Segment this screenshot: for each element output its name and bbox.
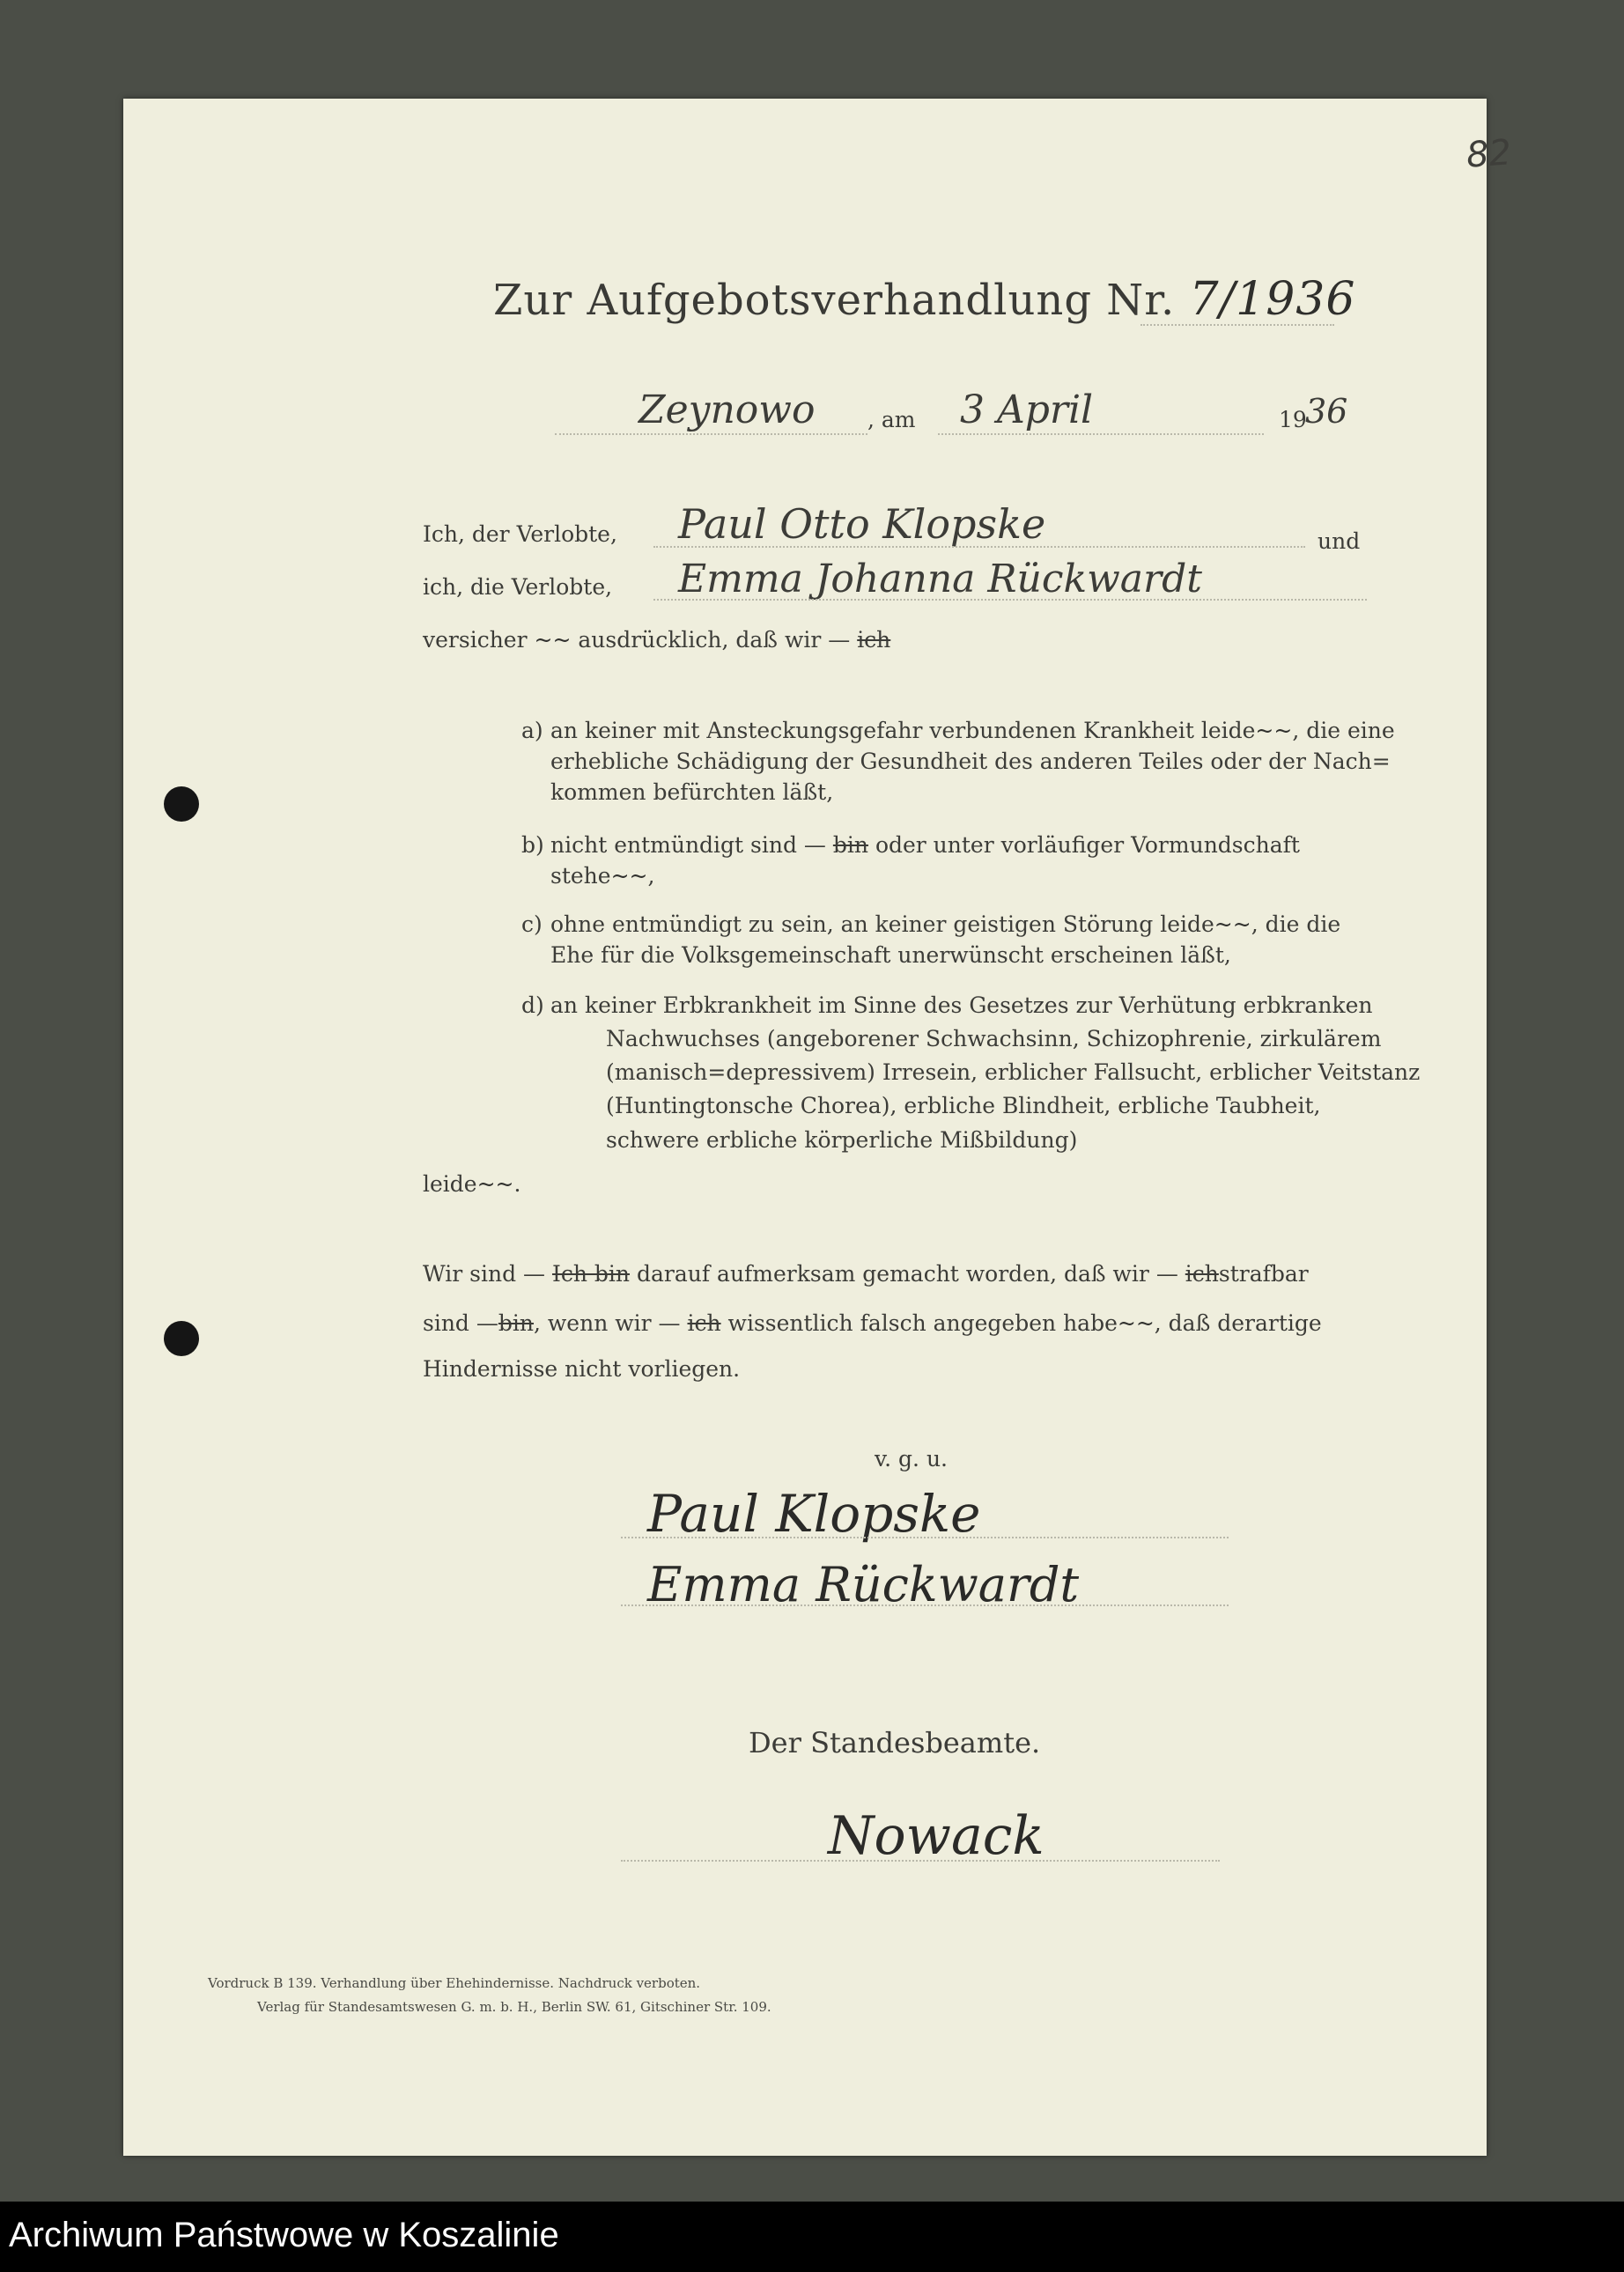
groom-label: Ich, der Verlobte, [423,521,617,547]
groom-signature-line [621,1537,1229,1538]
bride-name: Emma Johanna Rückwardt [678,557,1202,601]
leide-end: . [513,1171,521,1197]
punch-hole-bottom [164,1321,199,1356]
item-d-line5: schwere erbliche körperliche Mißbildung) [606,1127,1078,1153]
title-prefix: Zur Aufgebotsverhandlung Nr. [493,276,1176,325]
date-line [938,433,1264,435]
groom-line [653,546,1305,548]
item-c-line2: Ehe für die Volksgemeinschaft unerwünscht erscheinen läßt, [550,942,1231,968]
warning-l1-struck: Ich bin [551,1261,631,1287]
declaration-line [423,627,890,653]
archive-caption: Archiwum Państwowe w Koszalinie [9,2216,559,2254]
item-c-struck: ~~ [1214,911,1251,937]
item-a-line3: kommen befürchten läßt, [550,779,834,805]
footer-line1: Vordruck B 139. Verhandlung über Ehehindernisse. Nachdruck verboten. [208,1975,701,1991]
item-a-end: , die eine [1292,718,1395,743]
item-d-line2: Nachwuchses (angeborener Schwachsinn, Schizophrenie, zirkulärem [606,1026,1382,1051]
date-handwritten: 3 April [960,387,1094,432]
bride-label: ich, die Verlobte, [423,574,613,600]
place-line [555,433,867,435]
am-label: , am [867,407,916,432]
vgu-label: v. g. u. [875,1446,948,1472]
bride-line [653,599,1367,601]
item-b-ending-struck: ~~ [610,863,648,889]
item-b-text2: oder unter vorläufiger Vormundschaft [875,832,1300,858]
page-number: 82 [1465,132,1513,176]
item-c-text1: ohne entmündigt zu sein, an keiner geistigen Störung leide [550,911,1214,937]
item-a-label: a) [521,718,543,743]
groom-name: Paul Otto Klopske [678,500,1046,548]
warning-line1 [423,1261,1309,1287]
item-d-line1: an keiner Erbkrankheit im Sinne des Gesetzes zur Verhütung erbkranken [550,992,1373,1018]
official-signature: Nowack [828,1805,1045,1867]
item-c-label: c) [521,911,543,937]
warning-l2-struck: bin [498,1310,534,1336]
warning-line2 [423,1310,1322,1336]
leide-struck: ~~ [476,1171,514,1197]
item-d-line4: (Huntingtonsche Chorea), erbliche Blindheit, erbliche Taubheit, [606,1093,1321,1118]
warning-l1-struck2: ich [1185,1261,1219,1287]
year-prefix: 19 [1279,407,1307,432]
document-title [493,273,1355,326]
leide-line [423,1171,520,1197]
item-a-struck: ~~ [1255,718,1293,743]
title-number: 7/1936 [1189,273,1356,326]
groom-signature: Paul Klopske [647,1484,981,1544]
item-b-line2 [550,863,654,889]
warning-l2-a: sind — [423,1310,498,1336]
declaration-ending-struck: ~~ [534,627,572,653]
declaration-struck: ich [857,627,891,653]
warning-l2-c: wissentlich falsch angegeben habe [727,1310,1118,1336]
warning-l2-b: , wenn wir — [534,1310,681,1336]
item-c-end: , die die [1251,911,1341,937]
item-b-line1 [550,832,1300,858]
warning-l1-a: Wir sind — [423,1261,546,1287]
item-b-label: b) [521,832,544,858]
item-b-struck: bin [832,832,868,858]
warning-l1-c: strafbar [1218,1261,1309,1287]
item-a-text1: an keiner mit Ansteckungsgefahr verbundenen Krankheit leide [550,718,1256,743]
leide-text: leide [423,1171,477,1197]
bride-signature-line [621,1604,1229,1606]
warning-l1-b: darauf aufmerksam gemacht worden, daß wir — [636,1261,1178,1287]
official-label: Der Standesbeamte. [749,1726,1041,1759]
official-signature-line [621,1860,1220,1862]
warning-line3: Hindernisse nicht vorliegen. [423,1356,741,1382]
punch-hole-top [164,786,199,822]
item-b-text3: stehe [550,863,611,889]
warning-l2-d: , daß derartige [1154,1310,1322,1336]
title-number-line [1140,324,1334,326]
item-d-line3: (manisch=depressivem) Irresein, erblicher Fallsucht, erblicher Veitstanz [606,1059,1421,1085]
declaration-part1: versicher [423,627,528,653]
declaration-part2: ausdrücklich, daß wir — [578,627,851,653]
item-b-text1: nicht entmündigt sind — [550,832,826,858]
warning-l2-ending-struck: ~~ [1117,1310,1155,1336]
bride-signature: Emma Rückwardt [647,1557,1080,1612]
und-label: und [1318,528,1361,554]
year-suffix-handwritten: 36 [1305,392,1348,431]
warning-l2-struck2: ich [687,1310,721,1336]
footer-line2: Verlag für Standesamtswesen G. m. b. H., Berlin SW. 61, Gitschiner Str. 109. [257,1999,771,2015]
item-c-line1 [550,911,1340,937]
item-d-label: d) [521,992,544,1018]
archive-caption-bar [0,2202,1624,2272]
item-a-line1 [550,718,1395,743]
item-a-line2: erhebliche Schädigung der Gesundheit des anderen Teiles oder der Nach= [550,749,1391,774]
item-b-end: , [647,863,655,889]
place-handwritten: Zeynowo [639,387,816,432]
